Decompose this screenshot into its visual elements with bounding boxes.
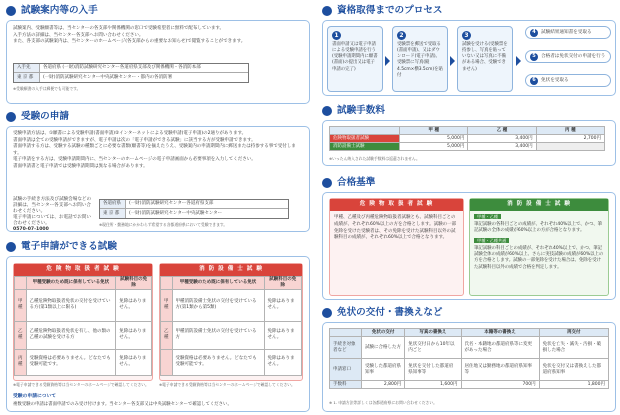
- cell: 氏名・本籍地の都道府県等に変更があった場合: [461, 337, 539, 359]
- section-body: [6, 126, 310, 232]
- fee-cell: 1,600円: [405, 381, 461, 389]
- paragraph: 書面申請する方は、受験する試験の種類ごとに必要な書類(願書等)を揃えたうえ、受験案内の申請期間内に郵送または持参する事で受付します。: [13, 144, 296, 156]
- address-value: (一財)消防試験研究センター中央試験センター・都内の各消防署: [43, 74, 173, 80]
- paragraph: 複数受験の申請は書面申請でのみ受け付けます。当センター各支部又は中央試験センターで確認してください。: [13, 402, 232, 407]
- paragraph: 書面申請書と電子申請では受験申請期間は異なる場合があります。: [13, 163, 148, 169]
- section-title: 資格取得までのプロセス: [337, 4, 443, 16]
- card-title: 消 防 設 備 士 試 験: [160, 264, 302, 276]
- col-header: [330, 329, 362, 337]
- license-table: [329, 328, 609, 389]
- section-body: [6, 256, 310, 412]
- paragraph: 試験案内、受験願書等は、当センターの各支部や関係機関の窓口で受験希望者に無料で配布しています。: [13, 26, 224, 31]
- note: ※現住所・勤務地にかかわらず希望する各都道府県において受験できます。: [99, 222, 228, 227]
- section-header: [322, 4, 616, 18]
- paragraph: 電子申請をする方は、受験申請期間内に、当センターのホームページの電子申請画面から必要事項を入力してください。: [13, 157, 256, 163]
- step-text: 試験結果通知書を受取る: [541, 29, 592, 35]
- row-label: 手続き対象者など: [330, 337, 362, 359]
- grade: 甲種: [161, 289, 173, 321]
- address-table: [13, 63, 249, 83]
- step-number: 3: [462, 31, 471, 40]
- grade: 丙種: [15, 349, 27, 375]
- fee-cell: 3,400円: [468, 135, 536, 143]
- section-header: [6, 240, 310, 254]
- process-step: [457, 26, 513, 92]
- col-header: 乙 種: [468, 127, 536, 135]
- note: ※いったん納入された試験手数料は返還されません。: [329, 156, 420, 161]
- section-body: [322, 322, 616, 412]
- address-key: 東 京 都: [100, 209, 126, 218]
- col-header: 甲種受験のため既に保有している免状: [26, 277, 116, 290]
- bullet-icon: [322, 178, 332, 188]
- section-body: [322, 192, 616, 300]
- section-header: [322, 176, 616, 190]
- fee-table: [329, 126, 605, 151]
- table-fire-equipment: [160, 276, 302, 376]
- section-title: 合格基準: [337, 176, 376, 188]
- arrow-right-icon: [450, 56, 455, 66]
- address-key: 東 京 都: [14, 73, 40, 82]
- section-fees: [320, 104, 616, 168]
- section-header: [6, 110, 310, 124]
- cell: 甲種消防設備士免状の交付を受けている方(第1類から第5類): [172, 289, 264, 321]
- cell: 免除はありません。: [264, 349, 302, 375]
- note: ※電子申請できる受験資格等は当センターのホームページで確認してください。: [13, 382, 149, 387]
- bullet-icon: [6, 242, 16, 252]
- cell: 乙種危険物取扱者免状の交付を受けている方(第1類以上に限る): [26, 289, 116, 321]
- badge: 甲種・乙種共通: [474, 238, 509, 243]
- fee-cell: [536, 143, 604, 151]
- row-label: 手数料: [330, 381, 362, 389]
- card-hazmat-criteria: [329, 198, 464, 296]
- paragraph: 筆記試験の科目ごとの成績が、それぞれ40%以上で、かつ、筆記試験全体の成績が60%以上、さらに実技試験の成績が60%以上の方を合格とします。試験の一部免除を受けた場合は、免除を受けた試験科目以外の成績で合格を判定します。: [474, 245, 604, 270]
- col-header: 甲種受験のため既に保有している免状: [172, 277, 264, 290]
- paragraph: 電子申請については、お電話でお問い合わせください。: [13, 214, 92, 226]
- process-pill: [525, 74, 611, 87]
- section-header: [322, 306, 616, 320]
- col-header: 試験科目の免除: [264, 277, 302, 290]
- grade: 乙種: [15, 321, 27, 349]
- card-title: 消 防 設 備 士 試 験: [470, 199, 608, 211]
- address-value: 各道府県 (一財)消防試験研究センター各道府県支部及び関係機関・各消防本部: [43, 65, 201, 71]
- col-header: [330, 127, 400, 135]
- row-label: 消防設備士試験: [330, 143, 400, 151]
- step-number: 6: [530, 77, 538, 85]
- card-title: 危 険 物 取 扱 者 試 験: [14, 264, 152, 276]
- cell: 免状を交付又は書換えした都道府県知事: [539, 359, 608, 381]
- fee-cell: 1,800円: [539, 381, 608, 389]
- cell: 受験した都道府県知事: [362, 359, 405, 381]
- cell: 甲種消防設備士免状の交付を受けている方: [172, 321, 264, 349]
- paragraph: 筆記試験の各科目ごとの成績が、それぞれ40%以上で、かつ、筆記試験の全体の成績が60%以上の方が合格となります。: [474, 221, 603, 234]
- process-step: [327, 26, 383, 92]
- contact-block: [13, 197, 93, 233]
- bullet-icon: [322, 106, 332, 116]
- grade: 甲種: [15, 289, 27, 321]
- step-text: 合格者は免状交付の申請を行う: [541, 53, 606, 59]
- section-license: [320, 306, 616, 414]
- fee-cell: 2,700円: [536, 135, 604, 143]
- section-title: 試験手数料: [337, 104, 385, 116]
- cell: 居住地又は勤務地の都道府県知事等: [461, 359, 539, 381]
- badge: 甲種・乙種: [474, 214, 501, 219]
- phone-number: 0570-07-1000: [13, 226, 49, 232]
- cell: 免状を亡失・滅失・汚損・破損した場合: [539, 337, 608, 359]
- cell: 免除はありません。: [116, 289, 152, 321]
- process-pill: [525, 26, 611, 39]
- col-header: 免状の交付: [362, 329, 405, 337]
- col-header: 写真の書換え: [405, 329, 461, 337]
- bullet-icon: [322, 308, 332, 318]
- step-number: 1: [332, 31, 341, 40]
- section-title: 免状の交付・書換えなど: [337, 306, 443, 318]
- process-step: [392, 26, 448, 92]
- section-title: 受験の申請: [21, 110, 69, 122]
- step-text: 試験を受ける(受験票を持参し、写真を貼っていない又は写真に不備がある場合、受験できません): [462, 42, 508, 72]
- cell: 受験資格は必要ありません。どなたでも受験可能です。: [26, 349, 116, 375]
- address-key: 入手先: [14, 64, 40, 72]
- arrow-right-icon: [385, 56, 390, 66]
- col-header: 甲 種: [400, 127, 468, 135]
- paragraph: 入手方法の詳細は、当センター各支部へお問い合わせください。: [13, 32, 144, 38]
- section-body: [322, 20, 616, 96]
- section-title: 電子申請ができる試験: [21, 240, 117, 252]
- cell: 免除はありません。: [264, 289, 302, 321]
- step-text: 書面申請又は電子申請による受験申請を行う(受験申請期間内に願書(書面)の提出又は電子申請の完了): [332, 42, 378, 72]
- card-hazmat: [13, 263, 153, 381]
- table-hazmat: [14, 276, 152, 376]
- col-header: 本籍等の書換え: [461, 329, 539, 337]
- process-pill: [525, 50, 611, 63]
- row-label: 申請窓口: [330, 359, 362, 381]
- address-value: (一財)消防試験研究センター中央試験センター: [129, 210, 223, 216]
- note: ※ 1. 申請方法等詳しくは各都道府県にお問い合わせください。: [329, 400, 437, 405]
- paragraph: 甲種、乙種及び丙種危険物取扱者試験とも、試験科目ごとの成績が、それぞれ60%以上の方を合格とします。試験の一部免除を受けた受験者は、その免除を受けた試験科目以外の試験科目の成績が、それぞれ60%以上で合格となります。: [334, 215, 457, 241]
- grade: 乙種: [161, 321, 173, 349]
- arrow-right-icon: [516, 56, 521, 66]
- process-steps-right: [525, 26, 611, 92]
- bullet-icon: [6, 112, 16, 122]
- cell: 免除はありません。: [116, 349, 152, 375]
- step-number: 4: [530, 29, 538, 37]
- card-fire-equipment: [159, 263, 303, 381]
- card-fire-criteria: [469, 198, 609, 296]
- paragraph: 試験の手続き方法及び試験会場などの詳細は、当センター各支部へお問い合わせください。: [13, 197, 92, 214]
- cell: 免状交付日から10年以内ごと: [405, 337, 461, 359]
- bullet-icon: [6, 6, 16, 16]
- fee-cell: 3,400円: [468, 143, 536, 151]
- section-criteria: [320, 176, 616, 302]
- section-body: [6, 20, 310, 104]
- cell: 免除はありません。: [116, 321, 152, 349]
- note: ※受験願書の入手は郵便でも可能です。: [13, 86, 81, 91]
- step-number: 5: [530, 53, 538, 61]
- address-value: (一財)消防試験研究センター各道府県支部: [129, 201, 214, 207]
- fee-cell: 2,800円: [362, 381, 405, 389]
- paragraph: 書面申請は全ての受験申請ができますが、電子申請は次の「電子申請ができる試験」に該当する方が受験申請できます。: [13, 137, 256, 143]
- row-label: 危険物取扱者試験: [330, 135, 400, 143]
- fee-cell: 5,000円: [400, 135, 468, 143]
- section-body: [322, 120, 616, 166]
- col-header: 丙 種: [536, 127, 604, 135]
- fee-cell: 5,000円: [400, 143, 468, 151]
- paragraph: また、各支部の試験案内は、当センターのホームページ(各支部からの重要なお知らせ)で閲覧することができます。: [13, 39, 246, 45]
- section-title: 試験案内等の入手: [21, 4, 98, 16]
- col-header: 再交付: [539, 329, 608, 337]
- card-title: 危 険 物 取 扱 者 試 験: [330, 199, 463, 211]
- section-obtain-info: [4, 4, 310, 99]
- address-key: 各道府県: [100, 200, 126, 208]
- cell: 受験資格は必要ありません。どなたでも受験可能です。: [172, 349, 264, 375]
- cell: 免除はありません。: [264, 321, 302, 349]
- col-header: 試験科目の免除: [116, 277, 152, 290]
- note: ※電子申請できる受験資格等は当センターのホームページで確認してください。: [159, 382, 295, 387]
- cell: 免状を交付した都道府県知事等: [405, 359, 461, 381]
- step-text: 免状を受取る: [541, 77, 569, 83]
- step-text: 受験票を郵送で受取る(書面申請)、又はダウンロード(電子申請)。受験票に写真(縦4.5cm×横3.5cm)を貼付: [397, 42, 443, 78]
- subsection-title: 受験の申請について: [13, 394, 57, 399]
- fee-cell: 700円: [461, 381, 539, 389]
- cell: 試験に合格した方: [362, 337, 405, 359]
- address-table: [99, 199, 289, 219]
- section-header: [6, 4, 310, 18]
- paragraph: 受験申請方法は、①願書による受験申請(書面申請)②インターネットによる受験申請(電子申請)の2通りがあります。: [13, 131, 247, 136]
- section-header: [322, 104, 616, 118]
- step-number: 2: [397, 31, 406, 40]
- section-process: [320, 4, 616, 96]
- cell: 乙種危険物取扱者免状を有し、他の類の乙種の試験を受ける方: [26, 321, 116, 349]
- section-electronic: [4, 240, 310, 412]
- section-application: [4, 110, 310, 230]
- grade: [161, 349, 173, 375]
- bullet-icon: [322, 6, 332, 16]
